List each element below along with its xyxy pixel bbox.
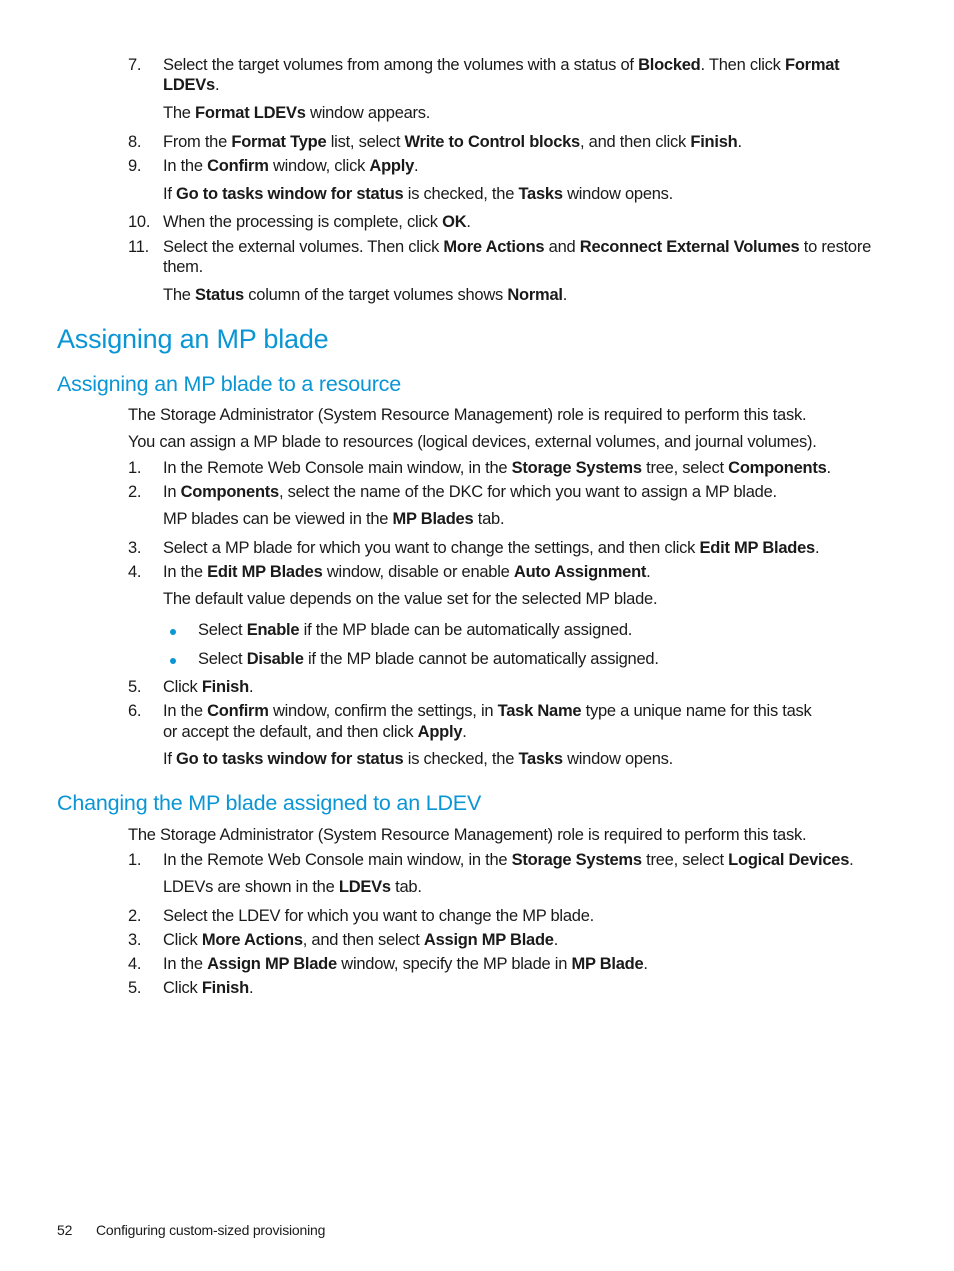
bold-term: Apply	[417, 723, 463, 741]
text-run: Select the target volumes from among the volumes with a status of	[163, 56, 639, 74]
bold-term: MP Blade	[571, 955, 644, 973]
text-run: window appears.	[305, 104, 431, 122]
text-run: window, click	[268, 157, 370, 175]
text-run: . Then click	[700, 56, 785, 74]
text-run: .	[462, 723, 467, 741]
step-note	[163, 878, 422, 897]
text-run: In the	[163, 157, 208, 175]
text-run: In the	[163, 563, 208, 581]
text-run: If	[163, 750, 177, 768]
paragraph: You can assign a MP blade to resources (logical devices, external volumes, and journal volumes).	[128, 433, 817, 451]
text-run: .	[646, 563, 651, 581]
text-run: tree, select	[641, 459, 729, 477]
bold-term: Tasks	[518, 750, 563, 768]
text-run: .	[737, 133, 742, 151]
step-number: 2.	[128, 907, 142, 925]
text-run: , and then click	[579, 133, 691, 151]
text-run: In the	[163, 702, 208, 720]
text-run: .	[214, 76, 220, 94]
text-run: From the	[163, 133, 232, 151]
step-text	[163, 563, 651, 582]
step-text	[163, 539, 819, 558]
bold-term: Storage Systems	[511, 459, 642, 477]
text-run: Select the external volumes. Then click	[163, 238, 444, 256]
step-note	[163, 750, 673, 769]
step-text	[163, 931, 558, 950]
step-number: 1.	[128, 851, 142, 869]
text-run: window opens.	[562, 185, 674, 203]
text-run: to restore	[799, 238, 872, 256]
step-text	[163, 56, 839, 75]
step-text	[163, 238, 871, 257]
page-number: 52	[57, 1222, 73, 1238]
bold-term: Components	[728, 459, 827, 477]
text-run: Click	[163, 979, 202, 997]
step-number: 1.	[128, 459, 142, 477]
bold-term: Finish	[201, 979, 249, 997]
step-note	[163, 104, 430, 123]
step-text	[163, 907, 594, 926]
bold-term: Apply	[369, 157, 415, 175]
text-run: .	[562, 286, 568, 304]
text-run: tab.	[390, 878, 422, 896]
step-number: 5.	[128, 979, 142, 997]
bullet-icon	[170, 629, 176, 635]
text-run: , and then select	[302, 931, 424, 949]
text-run: .	[826, 459, 831, 477]
bold-term: More Actions	[443, 238, 545, 256]
text-run: type a unique name for this task	[581, 702, 812, 720]
bold-term: Go to tasks window for status	[176, 750, 404, 768]
text-run: .	[248, 979, 254, 997]
text-run: Select the LDEV for which you want to change the MP blade.	[163, 907, 594, 925]
bold-term: Normal	[507, 286, 563, 304]
step-number: 5.	[128, 678, 142, 696]
bold-term: Format Type	[231, 133, 327, 151]
step-text	[163, 213, 471, 232]
step-number: 9.	[128, 157, 142, 175]
bold-term: Auto Assignment	[513, 563, 647, 581]
step-text	[163, 851, 854, 870]
bold-term: Enable	[246, 621, 300, 639]
text-run: .	[414, 157, 419, 175]
subsection-title: Changing the MP blade assigned to an LDEV	[57, 791, 482, 815]
text-run: .	[643, 955, 648, 973]
step-note	[163, 590, 657, 609]
text-run: tab.	[473, 510, 505, 528]
bold-term: Status	[195, 286, 244, 304]
text-run: window, confirm the settings, in	[268, 702, 498, 720]
step-text	[163, 258, 203, 277]
text-run: The	[163, 104, 196, 122]
bold-term: Disable	[246, 650, 304, 668]
step-number: 2.	[128, 483, 142, 501]
bullet-text	[198, 621, 632, 640]
text-run: Select	[198, 650, 247, 668]
text-run: window, specify the MP blade in	[336, 955, 572, 973]
bold-term: Storage Systems	[511, 851, 642, 869]
text-run: .	[248, 678, 254, 696]
step-number: 7.	[128, 56, 142, 74]
bold-term: Blocked	[638, 56, 701, 74]
text-run: Select a MP blade for which you want to change the settings, and then click	[163, 539, 700, 557]
step-number: 6.	[128, 702, 142, 720]
text-run: is checked, the	[403, 750, 519, 768]
step-text	[163, 678, 253, 697]
text-run: Select	[198, 621, 247, 639]
text-run: list, select	[326, 133, 405, 151]
bold-term: Finish	[690, 133, 738, 151]
bold-term: LDEVs	[163, 76, 215, 94]
step-note	[163, 185, 673, 204]
text-run: them.	[163, 258, 204, 276]
step-number: 11.	[128, 238, 149, 256]
text-run: The	[163, 286, 196, 304]
step-number: 4.	[128, 563, 142, 581]
bold-term: Components	[180, 483, 279, 501]
bold-term: Edit MP Blades	[207, 563, 323, 581]
bold-term: Write to Control blocks	[404, 133, 580, 151]
text-run: Click	[163, 678, 202, 696]
text-run: In the Remote Web Console main window, in the	[163, 851, 512, 869]
bold-term: Confirm	[207, 702, 269, 720]
paragraph: The Storage Administrator (System Resource Management) role is required to perform this task.	[128, 406, 807, 424]
bold-term: Tasks	[518, 185, 563, 203]
text-run: If	[163, 185, 177, 203]
step-text	[163, 133, 742, 152]
step-number: 10.	[128, 213, 151, 231]
bold-term: Task Name	[497, 702, 582, 720]
bold-term: Logical Devices	[728, 851, 850, 869]
text-run: In the Remote Web Console main window, in the	[163, 459, 512, 477]
text-run: .	[814, 539, 820, 557]
text-run: if the MP blade can be automatically assigned.	[299, 621, 633, 639]
text-run: .	[849, 851, 854, 869]
step-text	[163, 483, 777, 502]
bold-term: Confirm	[207, 157, 269, 175]
bold-term: Format LDEVs	[195, 104, 306, 122]
text-run: window opens.	[562, 750, 674, 768]
bold-term: Format	[785, 56, 840, 74]
step-number: 3.	[128, 539, 142, 557]
bold-term: MP Blades	[392, 510, 474, 528]
step-text	[163, 955, 648, 974]
step-number: 8.	[128, 133, 142, 151]
step-note	[163, 286, 567, 305]
step-text	[163, 702, 812, 721]
text-run: In the	[163, 955, 208, 973]
bold-term: Assign MP Blade	[207, 955, 337, 973]
text-run: The default value depends on the value set for the selected MP blade.	[163, 590, 658, 608]
text-run: .	[466, 213, 471, 231]
text-run: is checked, the	[403, 185, 519, 203]
step-number: 3.	[128, 931, 142, 949]
step-text	[163, 157, 418, 176]
bold-term: OK	[442, 213, 467, 231]
step-text	[163, 723, 467, 742]
bold-term: Reconnect External Volumes	[579, 238, 800, 256]
text-run: , select the name of the DKC for which you want to assign a MP blade.	[278, 483, 777, 501]
step-text	[163, 76, 219, 95]
text-run: MP blades can be viewed in the	[163, 510, 393, 528]
text-run: In	[163, 483, 181, 501]
text-run: if the MP blade cannot be automatically assigned.	[303, 650, 659, 668]
step-text	[163, 979, 253, 998]
bullet-icon	[170, 658, 176, 664]
text-run: .	[553, 931, 559, 949]
chapter-title: Configuring custom-sized provisioning	[96, 1222, 326, 1238]
bold-term: Assign MP Blade	[423, 931, 554, 949]
paragraph: The Storage Administrator (System Resource Management) role is required to perform this task.	[128, 826, 807, 844]
bullet-text	[198, 650, 659, 669]
text-run: window, disable or enable	[322, 563, 514, 581]
bold-term: Go to tasks window for status	[176, 185, 404, 203]
bold-term: LDEVs	[338, 878, 391, 896]
bold-term: Finish	[201, 678, 249, 696]
text-run: column of the target volumes shows	[243, 286, 508, 304]
section-title: Assigning an MP blade	[57, 324, 329, 354]
text-run: tree, select	[641, 851, 729, 869]
step-number: 4.	[128, 955, 142, 973]
step-note	[163, 510, 504, 529]
bold-term: Edit MP Blades	[699, 539, 815, 557]
text-run: or accept the default, and then click	[163, 723, 418, 741]
text-run: and	[544, 238, 580, 256]
text-run: Click	[163, 931, 202, 949]
step-text	[163, 459, 831, 478]
text-run: When the processing is complete, click	[163, 213, 443, 231]
bold-term: More Actions	[201, 931, 303, 949]
text-run: LDEVs are shown in the	[163, 878, 339, 896]
subsection-title: Assigning an MP blade to a resource	[57, 372, 401, 396]
